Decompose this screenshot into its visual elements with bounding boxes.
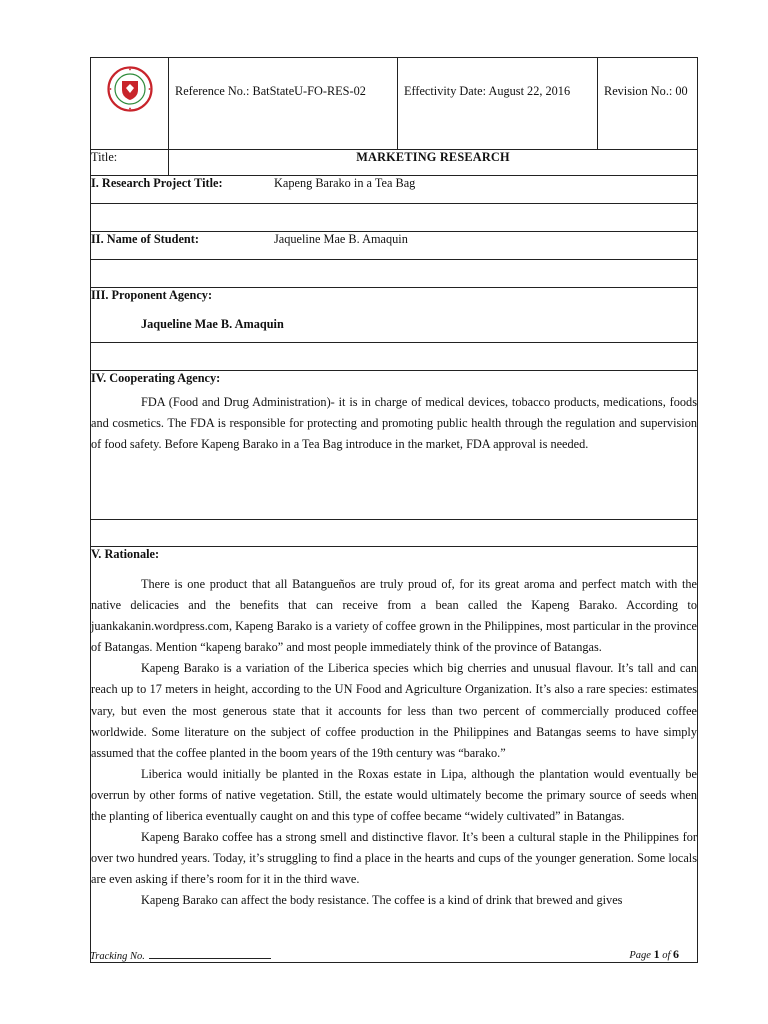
rationale-row	[91, 547, 698, 963]
rationale-paragraph: Kapeng Barako can affect the body resistance. The coffee is a kind of drink that brewed and gives	[141, 893, 623, 908]
page-total: 6	[673, 947, 679, 961]
cooperating-agency-row	[91, 371, 698, 520]
page-of: of	[662, 950, 671, 961]
cooperating-agency-label: IV. Cooperating Agency:	[91, 371, 221, 385]
rationale-paragraph: There is one product that all Batangueños are truly proud of, for its great aroma and perfect match with the native delicacies and the benefits that can receive from a bean called the Kapeng Barako. According to juankakanin.wordpress.com, Kapeng Barako is a variety of coffee grown in the Philippines, most particular in the province of Batangas. Mention “kapeng barako” and most people immediately think of the province of Batangas.	[91, 577, 697, 655]
university-seal-logo	[107, 66, 153, 116]
proponent-agency-label: III. Proponent Agency:	[91, 288, 213, 302]
logo-cell	[91, 58, 169, 150]
project-title-label: I. Research Project Title:	[91, 176, 223, 190]
proponent-agency-row	[91, 288, 698, 343]
page-footer	[90, 947, 697, 967]
project-title-value: Kapeng Barako in a Tea Bag	[274, 176, 416, 190]
document-page	[90, 57, 697, 963]
tracking-label: Tracking No.	[90, 951, 145, 962]
tracking-blank-line	[149, 949, 271, 959]
cooperating-agency-text: FDA (Food and Drug Administration)- it is in charge of medical devices, tobacco products, medications, foods and cosmetics. The FDA is responsible for protecting and promoting public health through the regulation and supervision of food safety. Before Kapeng Barako in a Tea Bag introduce in the market, FDA approval is needed.	[91, 395, 697, 451]
blank-row	[91, 520, 698, 547]
blank-row	[91, 343, 698, 371]
document-title: MARKETING RESEARCH	[169, 150, 698, 176]
revision-number: Revision No.: 00	[598, 58, 698, 150]
title-label: Title:	[91, 150, 169, 176]
research-form-table	[90, 57, 698, 963]
reference-number: Reference No.: BatStateU-FO-RES-02	[169, 58, 398, 150]
rationale-paragraph: Liberica would initially be planted in the Roxas estate in Lipa, although the plantation would eventually be overrun by other forms of native vegetation. Still, the estate would ultimately become the primary source of seeds when the planting of liberica eventually caught on and this type of coffee became “widely cultivated” in Batangas.	[91, 766, 697, 824]
page-number	[629, 947, 679, 962]
project-title-row	[91, 176, 698, 204]
proponent-agency-value: Jaqueline Mae B. Amaquin	[141, 317, 284, 331]
blank-row	[91, 260, 698, 288]
student-name-value: Jaqueline Mae B. Amaquin	[274, 232, 408, 246]
student-name-label: II. Name of Student:	[91, 232, 199, 246]
rationale-label: V. Rationale:	[91, 547, 160, 561]
rationale-paragraph: Kapeng Barako coffee has a strong smell and distinctive flavor. It’s been a cultural staple in the Philippines for over two hundred years. Today, it’s struggling to find a place in the hearts and cups of the younger generation. Some locals are even asking if there’s room for it in the third wave.	[91, 830, 697, 887]
rationale-paragraph: Kapeng Barako is a variation of the Liberica species which big cherries and unusual flavour. It’s tall and can reach up to 17 meters in height, according to the UN Food and Agriculture Organization. It’s also a rare species: estimates vary, but even the most generous state that it accounts for less than two percent of commercially produced coffee worldwide. Some literature on the subject of coffee production in the Philippines and Batangas seems to have simply assumed that the coffee planted in the boom years of the 19th century was “barako.”	[91, 661, 697, 760]
page-prefix: Page	[629, 950, 651, 961]
page-current: 1	[653, 947, 660, 961]
blank-row	[91, 204, 698, 232]
tracking-number	[90, 949, 271, 962]
effectivity-date: Effectivity Date: August 22, 2016	[398, 58, 598, 150]
student-name-row	[91, 232, 698, 260]
